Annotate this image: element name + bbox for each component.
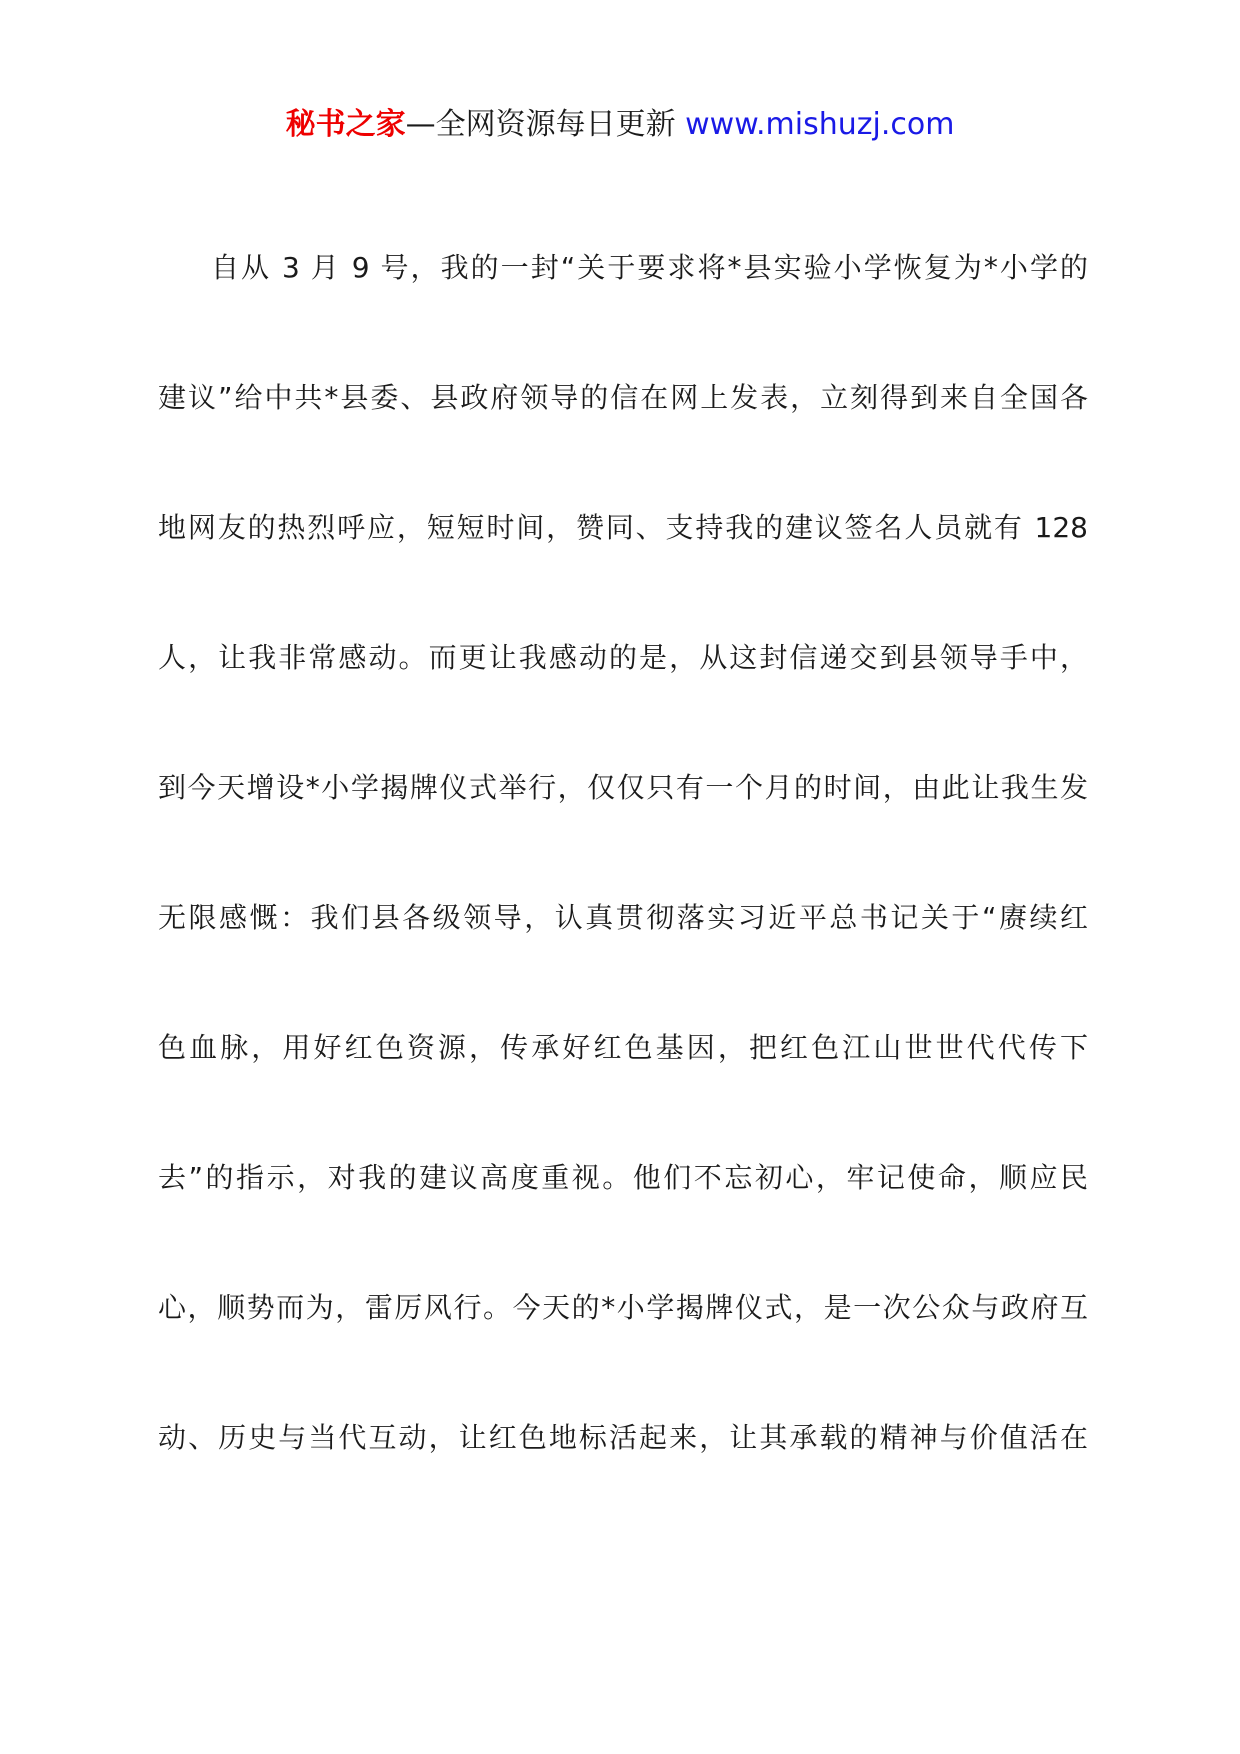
text-line: 地网友的热烈呼应，短短时间，赞同、支持我的建议签名人员就有 128 — [158, 511, 1088, 544]
brand-name: 秘书之家 — [285, 107, 406, 142]
text-line: 自从 3 月 9 号，我的一封“关于要求将*县实验小学恢复为*小学的 — [211, 251, 1088, 284]
text-line: 色血脉，用好红色资源，传承好红色基因，把红色江山世世代代传下 — [158, 1031, 1088, 1064]
text-line: 去”的指示，对我的建议高度重视。他们不忘初心，牢记使命，顺应民 — [158, 1161, 1088, 1194]
text-line: 无限感慨：我们县各级领导，认真贯彻落实习近平总书记关于“赓续红 — [158, 901, 1088, 934]
text-line: 建议”给中共*县委、县政府领导的信在网上发表，立刻得到来自全国各 — [158, 381, 1088, 414]
text-line: 到今天增设*小学揭牌仪式举行，仅仅只有一个月的时间，由此让我生发 — [158, 771, 1088, 804]
website-url-link[interactable]: www.mishuzj.com — [685, 107, 955, 142]
text-line: 心，顺势而为，雷厉风行。今天的*小学揭牌仪式，是一次公众与政府互 — [158, 1291, 1088, 1324]
text-line: 动、历史与当代互动，让红色地标活起来，让其承载的精神与价值活在 — [158, 1421, 1088, 1454]
page-header — [0, 98, 1240, 152]
text-line: 人，让我非常感动。而更让我感动的是，从这封信递交到县领导手中， — [158, 641, 1088, 674]
header-slogan: —全网资源每日更新 — [405, 107, 686, 142]
